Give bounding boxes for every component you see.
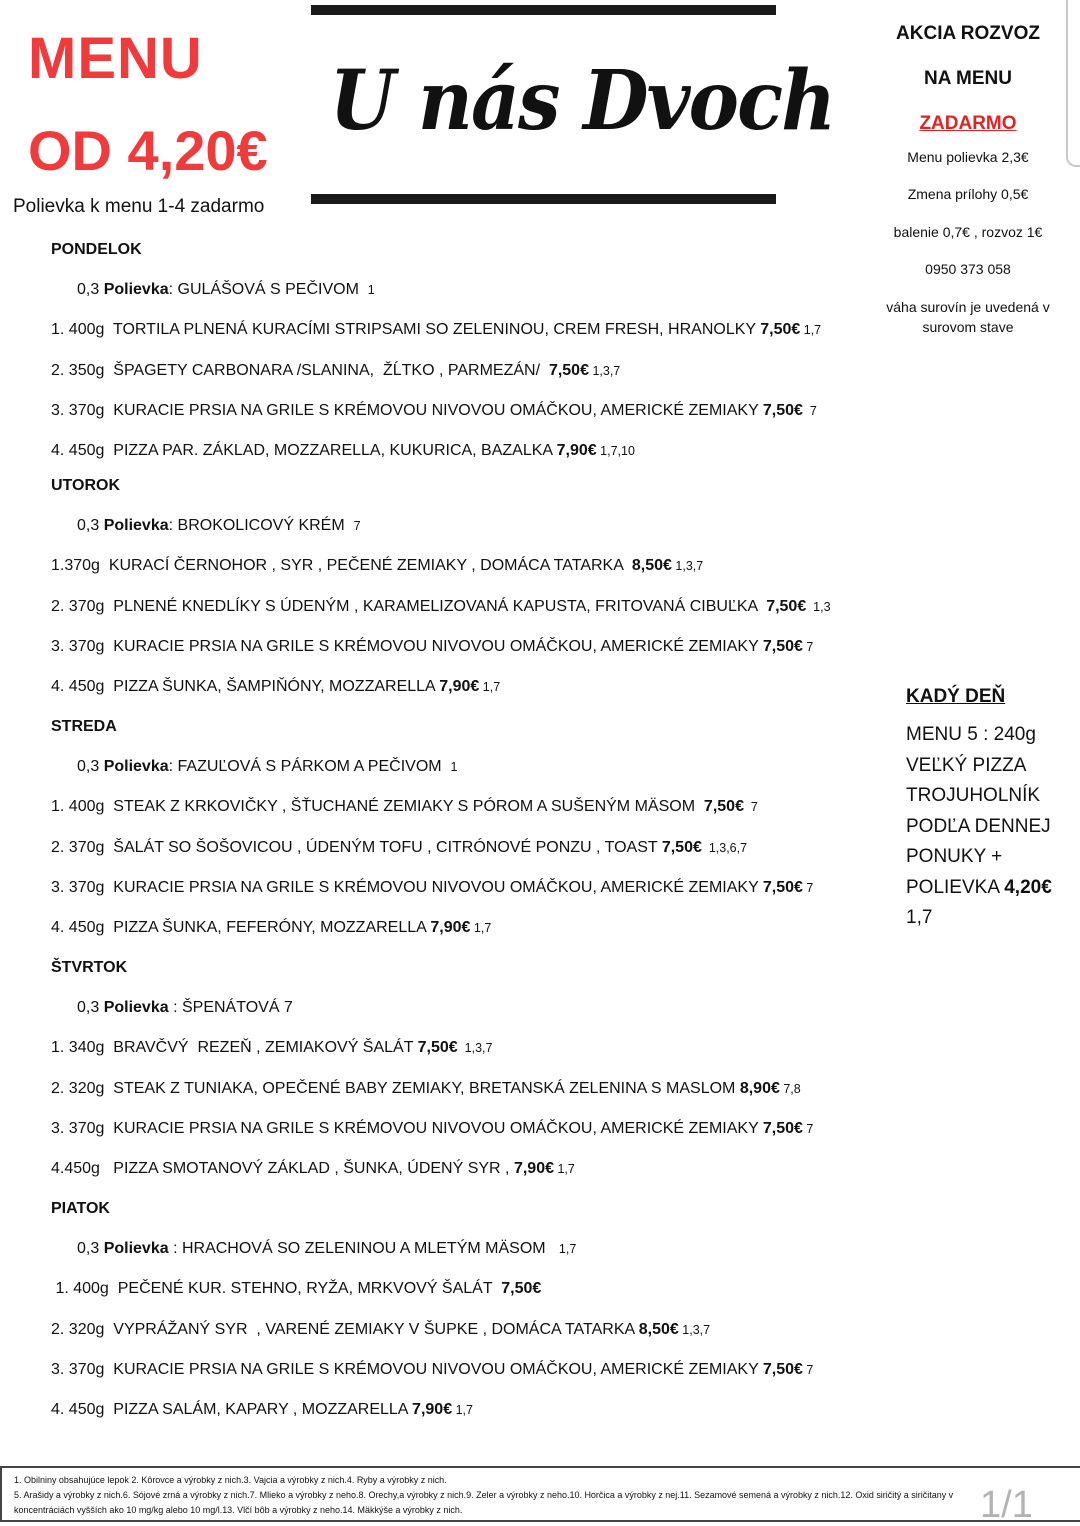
dish-line [51,837,747,859]
dish-text: 4.450g PIZZA SMOTANOVÝ ZÁKLAD , ŠUNKA, ÚDENÝ SYR , [51,1160,514,1177]
dish-line [51,319,821,341]
dish-allergens: 7 [802,404,817,418]
dish-price: 7,90€ [513,1160,554,1177]
daily-line: VEĽKÝ PIZZA [906,754,1027,776]
dish-line [51,1278,541,1300]
dish-text: 3. 370g KURACIE PRSIA NA GRILE S KRÉMOVOU NIVOVOU OMÁČKOU, AMERICKÉ ZEMIAKY [51,879,763,896]
soup-allergens: 1 [367,283,375,297]
dish-allergens: 7,8 [779,1082,801,1096]
logo-top-bar [311,5,776,15]
dish-text: 2. 320g VYPRÁŽANÝ SYR , VARENÉ ZEMIAKY V ŠUPKE , DOMÁCA TATARKA [51,1321,639,1338]
dish-allergens: 7 [743,800,758,814]
soup-name: HRACHOVÁ SO ZELENINOU A MLETÝM MÄSOM [181,1240,559,1257]
dish-text: 1. 400g TORTILA PLNENÁ KURACÍMI STRIPSAMI SO ZELENINOU, CREM FRESH, HRANOLKY [51,321,761,338]
dish-line [51,555,703,577]
dish-price: 7,50€ [548,362,589,379]
soup-separator: : [168,1240,182,1257]
dish-allergens: 1,7,10 [596,444,635,458]
soup-label: Polievka [103,517,169,534]
dish-line [51,440,635,462]
soup-free-note: Polievka k menu 1-4 zadarmo [13,196,265,217]
dish-allergens: 7 [802,881,814,895]
dish-allergens: 1,3,7 [671,559,704,573]
dish-text: 2. 370g ŠALÁT SO ŠOŠOVICOU , ÚDENÝM TOFU , CITRÓNOVÉ PONZU , TOAST [51,839,662,856]
dish-line [51,1118,813,1140]
soup-label: Polievka [103,758,169,775]
soup-separator: : [168,517,178,534]
dish-text: 1. 400g STEAK Z KRKOVIČKY , ŠŤUCHANÉ ZEMIAKY S PÓROM A SUŠENÝM MÄSOM [51,798,704,815]
soup-name: GULÁŠOVÁ S PEČIVOM [177,281,368,298]
dish-text: 1. 400g PEČENÉ KUR. STEHNO, RYŽA, MRKVOVÝ ŠALÁT [51,1280,502,1297]
daily-allergens: 1,7 [906,907,933,928]
day-heading: PIATOK [51,1200,110,1217]
dish-text: 1.370g KURACÍ ČERNOHOR , SYR , PEČENÉ ZEMIAKY , DOMÁCA TATARKA [51,557,632,574]
dish-allergens: 1,3,7 [678,1323,711,1337]
dish-price: 7,50€ [762,879,803,896]
soup-amount: 0,3 [77,758,104,775]
soup-separator: : [168,758,178,775]
dish-line [51,1158,575,1180]
daily-line: TROJUHOLNÍK [906,785,1041,806]
dish-text: 3. 370g KURACIE PRSIA NA GRILE S KRÉMOVOU NIVOVOU OMÁČKOU, AMERICKÉ ZEMIAKY [51,402,763,419]
daily-line: PODĽA DENNEJ [906,815,1051,837]
day-heading: UTOROK [51,477,121,494]
allergen-legend-line-2: 5. Arašidy a výrobky z nich.6. Sójové zrná a výrobky z nich.7. Mlieko a výrobky z neho.8. Orechy,a výrobky z nich.9. Zeler a výrobky z neho.10. Horčica a výrobky z nej.11. Sezamové semená a výrobky z nich.12. Oxid siričitý a siričitany v [14,1490,954,1500]
dish-allergens: 1,7 [470,921,492,935]
logo-bottom-bar [311,194,776,204]
dish-allergens: 1,7 [554,1162,575,1176]
dish-line [51,360,620,382]
allergen-legend [0,1466,1080,1522]
dish-text: 4. 450g PIZZA ŠUNKA, FEFERÓNY, MOZZARELLA [51,919,431,936]
restaurant-logo: U nás Dvoch [329,53,835,149]
page-number: 1/1 [980,1484,1033,1526]
dish-line [51,1399,473,1421]
soup-label: Polievka [103,281,169,298]
dish-line [51,917,491,939]
soup-label: Polievka [103,1240,169,1257]
dish-line [51,676,500,698]
dish-price: 7,90€ [556,442,597,459]
daily-offer-body [906,720,1080,934]
daily-line: PONUKY + [906,846,1003,867]
dish-text: 3. 370g KURACIE PRSIA NA GRILE S KRÉMOVOU NIVOVOU OMÁČKOU, AMERICKÉ ZEMIAKY [51,1120,763,1137]
dish-line [51,796,758,818]
dish-text: 1. 340g BRAVČVÝ REZEŇ , ZEMIAKOVÝ ŠALÁT [51,1039,418,1056]
dish-allergens: 7 [802,640,814,654]
dish-price: 7,50€ [762,1120,803,1137]
soup-line [77,279,375,301]
dish-price: 7,50€ [762,1361,803,1378]
dish-allergens: 7 [802,1363,814,1377]
promo-block [858,22,1078,337]
dish-text: 4. 450g PIZZA SALÁM, KAPARY , MOZZARELLA [51,1401,413,1418]
dish-line [51,596,831,618]
daily-offer [906,684,1080,934]
promo-free-label: ZADARMO [919,113,1017,134]
promo-packaging-delivery: balenie 0,7€ , rozvoz 1€ [893,224,1043,240]
soup-line [77,515,361,537]
dish-price: 7,50€ [762,638,803,655]
dish-text: 3. 370g KURACIE PRSIA NA GRILE S KRÉMOVOU NIVOVOU OMÁČKOU, AMERICKÉ ZEMIAKY [51,638,763,655]
promo-soup-price: Menu polievka 2,3€ [907,149,1029,165]
soup-name: FAZUĽOVÁ S PÁRKOM A PEČIVOM [177,758,451,775]
dish-price: 7,90€ [412,1401,453,1418]
dish-line [51,877,813,899]
daily-offer-heading: KADÝ DEŇ [906,686,1006,707]
promo-phone: 0950 373 058 [925,261,1011,277]
soup-amount: 0,3 [77,517,104,534]
dish-allergens: 1,3,7 [588,364,621,378]
allergen-legend-line-3: koncentráciách vyšších ako 10 mg/kg alebo 10 mg/l.13. Vlčí bôb a výrobky z neho.14. Mäkkýše a výrobky z nich. [14,1505,463,1515]
day-heading: PONDELOK [51,241,142,258]
soup-amount: 0,3 [77,1240,104,1257]
dish-allergens: 1,3 [806,600,831,614]
dish-line [51,1359,813,1381]
dish-text: 2. 370g PLNENÉ KNEDLÍKY S ÚDENÝM , KARAMELIZOVANÁ KAPUSTA, FRITOVANÁ CIBUĽKA [51,598,767,615]
dish-text: 2. 320g STEAK Z TUNIAKA, OPEČENÉ BABY ZEMIAKY, BRETANSKÁ ZELENINA S MASLOM [51,1080,740,1097]
dish-allergens: 1,7 [452,1403,473,1417]
dish-price: 7,50€ [762,402,803,419]
promo-line-1: AKCIA ROZVOZ [896,23,1040,44]
dish-line [51,1319,710,1341]
dish-allergens: 1,7 [800,323,822,337]
dish-allergens: 1,7 [479,680,501,694]
menu-title: MENU [28,26,203,91]
soup-name: ŠPENÁTOVÁ 7 [181,999,293,1016]
dish-allergens: 1,3,7 [457,1041,493,1055]
soup-line [77,756,457,778]
dish-line [51,636,813,658]
soup-label: Polievka [103,999,169,1016]
soup-amount: 0,3 [77,999,104,1016]
dish-allergens: 7 [802,1122,814,1136]
dish-price: 7,90€ [430,919,471,936]
soup-amount: 0,3 [77,281,104,298]
dish-price: 8,50€ [638,1321,679,1338]
promo-side-change: Zmena prílohy 0,5€ [907,186,1029,202]
dish-line [51,1078,801,1100]
dish-price: 8,50€ [631,557,672,574]
soup-allergens: 1 [450,760,458,774]
soup-name: BROKOLICOVÝ KRÉM [177,517,354,534]
daily-line [906,873,1080,904]
dish-price: 7,50€ [501,1280,542,1297]
dish-price: 7,50€ [760,321,801,338]
dish-price: 7,90€ [439,678,480,695]
daily-line: MENU 5 : 240g [906,724,1036,745]
dish-text: 4. 450g PIZZA PAR. ZÁKLAD, MOZZARELLA, KUKURICA, BAZALKA [51,442,557,459]
dish-price: 7,50€ [661,839,702,856]
dish-price: 7,50€ [703,798,744,815]
soup-separator: : [168,281,178,298]
dish-price: 7,50€ [766,598,807,615]
dish-line [51,400,817,422]
promo-line-2: NA MENU [924,68,1012,89]
soup-allergens: 1,7 [558,1242,577,1256]
dish-price: 7,50€ [417,1039,458,1056]
soup-separator: : [168,999,182,1016]
day-heading: ŠTVRTOK [51,959,128,976]
soup-line [77,1238,576,1260]
dish-text: 2. 350g ŠPAGETY CARBONARA /SLANINA, ŽĹTKO , PARMEZÁN/ [51,362,549,379]
allergen-legend-line-1: 1. Obilniny obsahujúce lepok 2. Kôrovce a výrobky z nich.3. Vajcia a výrobky z nich.4. Ryby a výrobky z nich. [14,1475,447,1485]
daily-last-text: POLIEVKA [906,876,1005,898]
dish-allergens: 1,3,6,7 [701,841,748,855]
dish-line [51,1037,492,1059]
soup-line [77,997,293,1019]
promo-weight-note: váha surovín je uvedená v surovom stave [886,299,1050,335]
menu-price-headline: OD 4,20€ [28,119,268,182]
daily-price: 4,20€ [1004,876,1052,898]
soup-allergens: 7 [353,519,361,533]
dish-text: 3. 370g KURACIE PRSIA NA GRILE S KRÉMOVOU NIVOVOU OMÁČKOU, AMERICKÉ ZEMIAKY [51,1361,763,1378]
day-heading: STREDA [51,718,117,735]
dish-price: 8,90€ [739,1080,780,1097]
dish-text: 4. 450g PIZZA ŠUNKA, ŠAMPIŇÓNY, MOZZARELLA [51,678,440,695]
